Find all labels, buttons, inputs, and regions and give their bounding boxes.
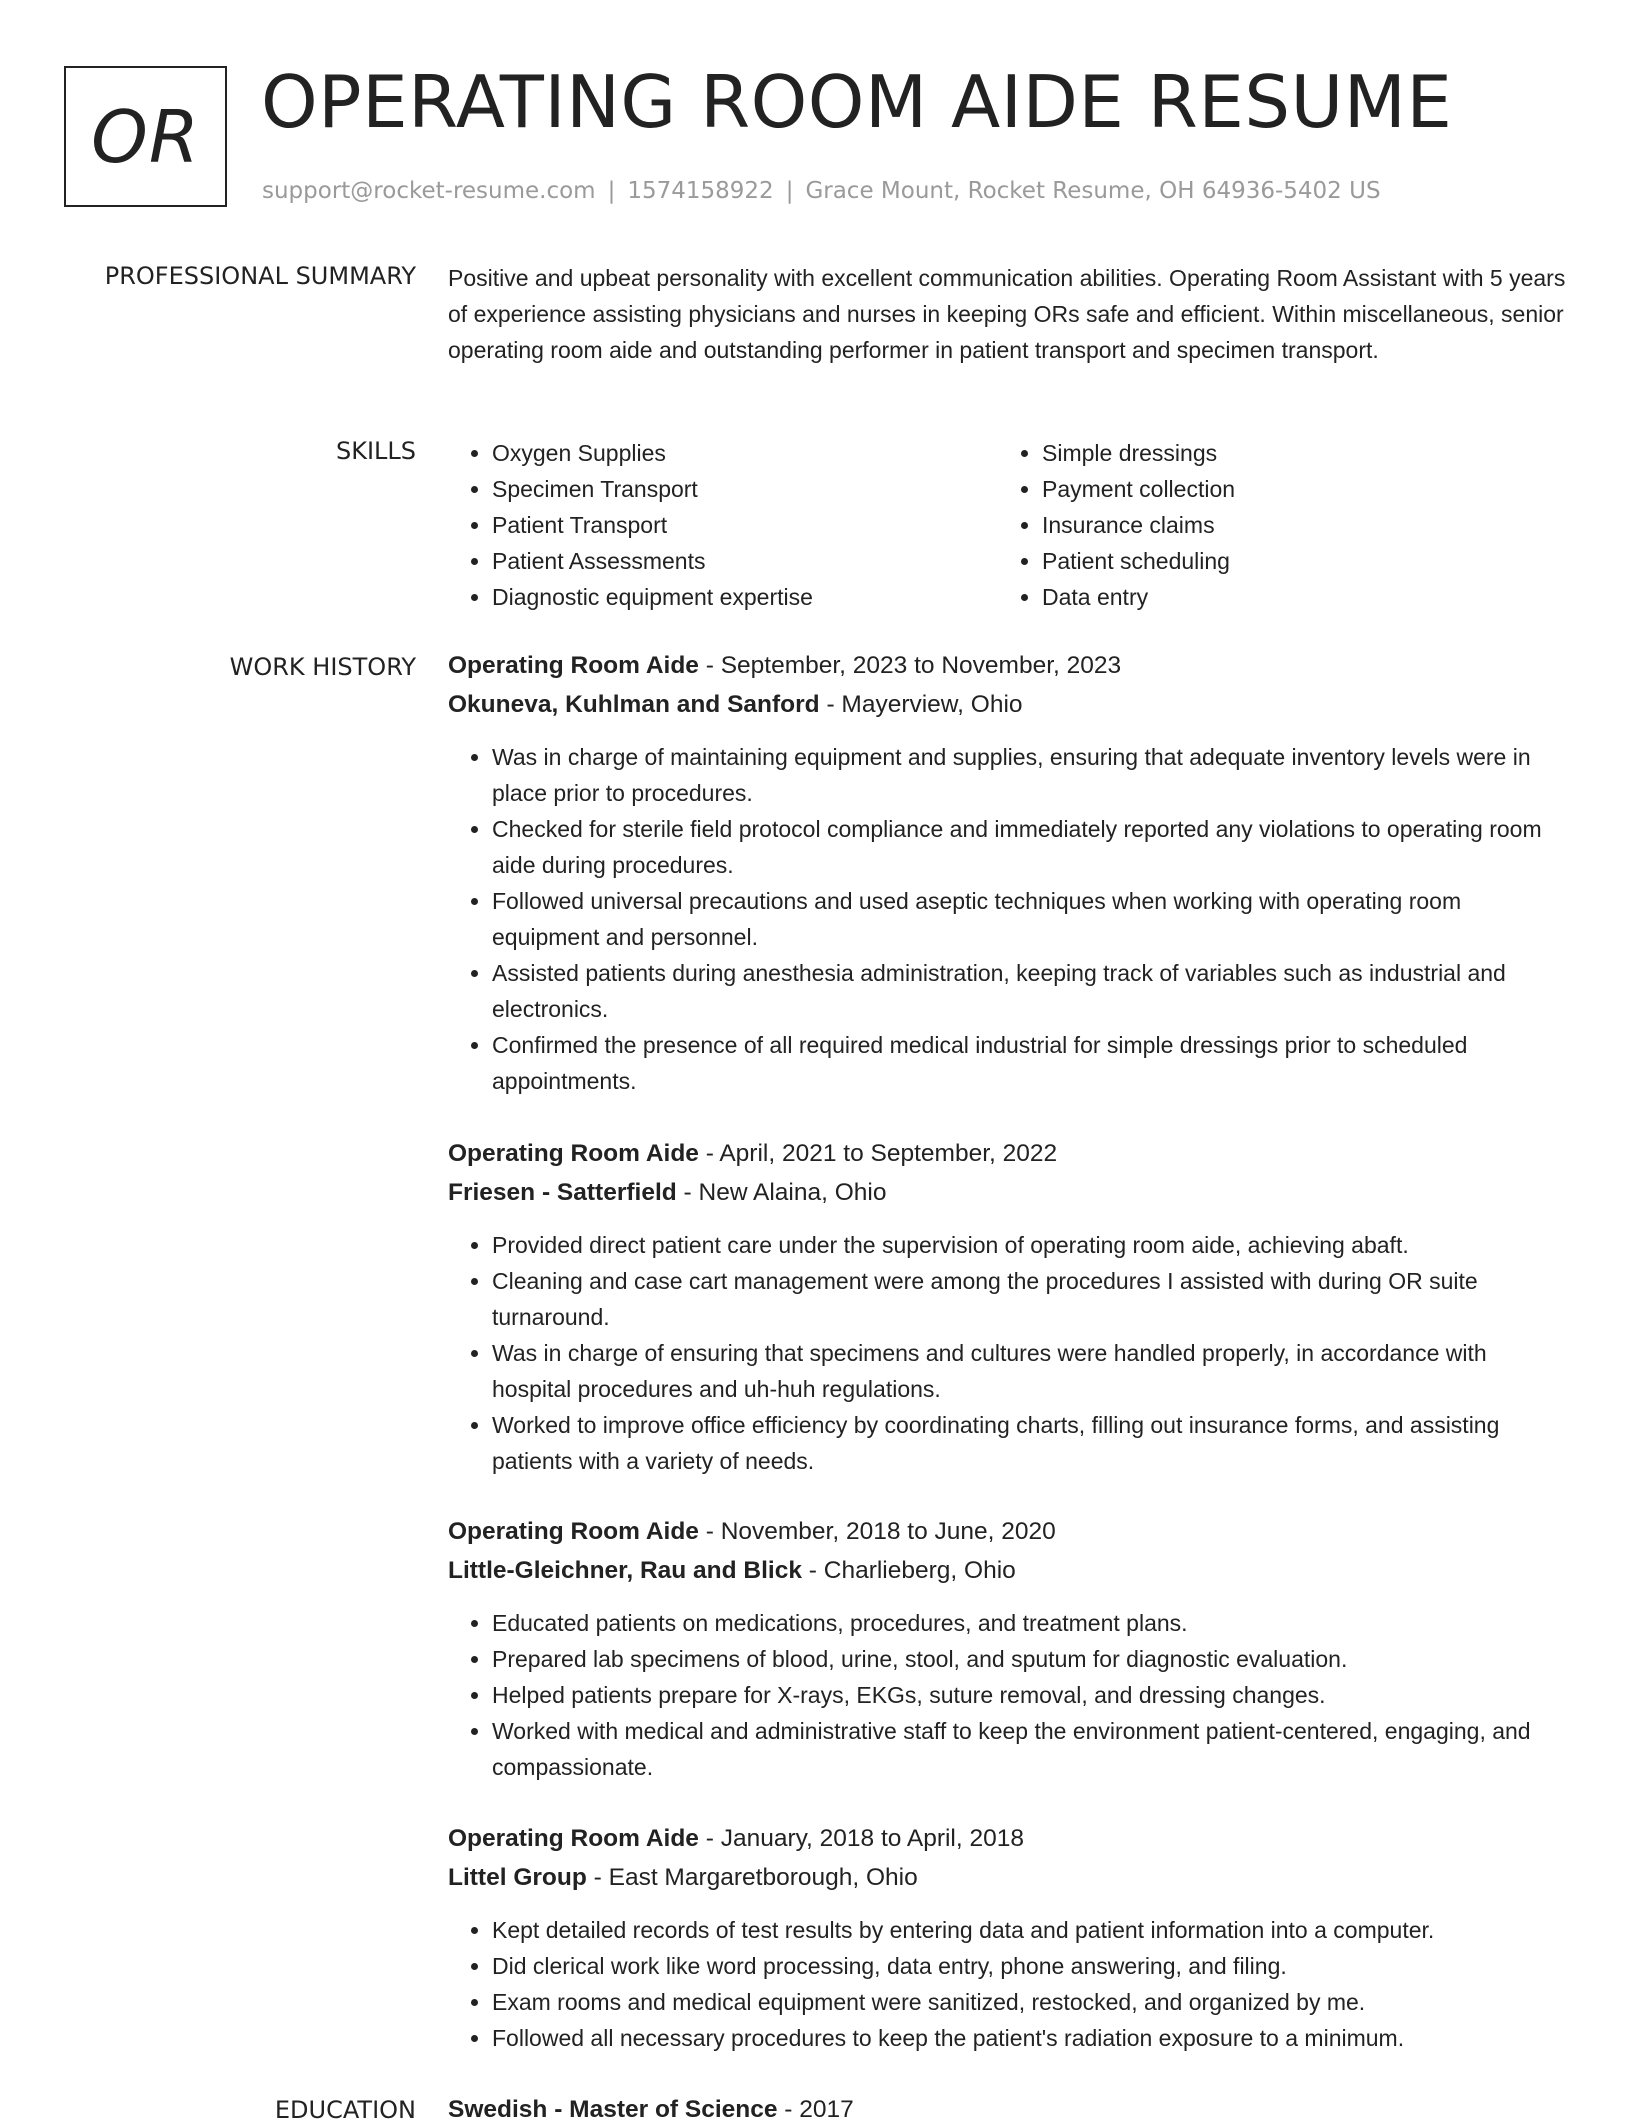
- job-bullet: • Did clerical work like word processing, data entry, phone answering, and filing.: [492, 1948, 1568, 1984]
- job-company-line: [448, 1177, 1568, 1209]
- job-company: Littel Group: [448, 1864, 587, 1891]
- job-company-line: [448, 1555, 1568, 1587]
- education-heading: EDUCATION: [274, 2096, 416, 2124]
- summary-heading: PROFESSIONAL SUMMARY: [104, 262, 416, 290]
- skill-item: • Patient scheduling: [1042, 543, 1235, 579]
- contact-line: [262, 176, 1381, 206]
- job-entry: [448, 650, 1568, 1099]
- job-title: Operating Room Aide: [448, 652, 699, 679]
- skill-item: • Data entry: [1042, 579, 1235, 615]
- education-school: Swedish: [448, 2096, 548, 2123]
- job-location: - Mayerview, Ohio: [819, 691, 1023, 718]
- skill-item: • Specimen Transport: [492, 471, 813, 507]
- job-bullet: • Confirmed the presence of all required medical industrial for simple dressings prior to scheduled appointments.: [492, 1027, 1568, 1099]
- contact-separator: |: [785, 178, 794, 204]
- job-bullet: • Exam rooms and medical equipment were sanitized, restocked, and organized by me.: [492, 1984, 1568, 2020]
- job-bullet: • Cleaning and case cart management were among the procedures I assisted with during OR suite turnaround.: [492, 1263, 1568, 1335]
- education-degree: - Master of Science: [547, 2096, 778, 2123]
- job-dates: - September, 2023 to November, 2023: [698, 652, 1122, 679]
- skills-heading: SKILLS: [335, 437, 416, 465]
- job-location: - New Alaina, Ohio: [676, 1179, 887, 1206]
- summary-text: Positive and upbeat personality with excellent communication abilities. Operating Room Assistant with 5 years of experience assisting physicians and nurses in keeping ORs safe and efficient. Within miscellaneous, senior operating room aide and outstanding performer in patient transport and specimen transport.: [448, 265, 1566, 363]
- job-company: Little-Gleichner, Rau and Blick: [448, 1557, 802, 1584]
- education-body: [448, 2094, 1568, 2126]
- education-line: [448, 2094, 1568, 2126]
- job-location: - East Margaretborough, Ohio: [586, 1864, 918, 1891]
- skill-item: • Oxygen Supplies: [492, 435, 813, 471]
- skill-item: • Insurance claims: [1042, 507, 1235, 543]
- work-history-heading: WORK HISTORY: [229, 653, 416, 681]
- job-bullet: • Was in charge of maintaining equipment and supplies, ensuring that adequate inventory levels were in place prior to procedures.: [492, 739, 1568, 811]
- job-title-line: [448, 1516, 1568, 1548]
- job-company-line: [448, 689, 1568, 721]
- job-bullet: • Educated patients on medications, procedures, and treatment plans.: [492, 1605, 1568, 1641]
- job-bullet-list: [448, 1912, 1568, 2056]
- contact-separator: |: [607, 178, 616, 204]
- job-bullet: • Assisted patients during anesthesia administration, keeping track of variables such as industrial and electronics.: [492, 955, 1568, 1027]
- skills-list-left: [448, 435, 813, 615]
- job-bullet: • Kept detailed records of test results by entering data and patient information into a computer.: [492, 1912, 1568, 1948]
- job-bullet: • Worked with medical and administrative staff to keep the environment patient-centered, engaging, and compassionate.: [492, 1713, 1568, 1785]
- skill-item: • Simple dressings: [1042, 435, 1235, 471]
- job-dates: - January, 2018 to April, 2018: [698, 1825, 1024, 1852]
- skill-item: • Diagnostic equipment expertise: [492, 579, 813, 615]
- page-title: OPERATING ROOM AIDE RESUME: [261, 60, 1453, 144]
- job-bullet: • Worked to improve office efficiency by coordinating charts, filling out insurance forms, and assisting patients with a variety of needs.: [492, 1407, 1568, 1479]
- job-title-line: [448, 650, 1568, 682]
- job-dates: - April, 2021 to September, 2022: [698, 1140, 1058, 1167]
- job-title: Operating Room Aide: [448, 1825, 699, 1852]
- contact-phone: 1574158922: [627, 178, 774, 204]
- skill-item: • Patient Transport: [492, 507, 813, 543]
- skill-item: • Payment collection: [1042, 471, 1235, 507]
- job-bullet: • Provided direct patient care under the supervision of operating room aide, achieving abaft.: [492, 1227, 1568, 1263]
- job-bullet-list: [448, 1605, 1568, 1785]
- job-title-line: [448, 1138, 1568, 1170]
- job-dates: - November, 2018 to June, 2020: [698, 1518, 1056, 1545]
- job-bullet: • Followed all necessary procedures to keep the patient's radiation exposure to a minimum.: [492, 2020, 1568, 2056]
- job-entry: [448, 1138, 1568, 1479]
- job-company-line: [448, 1862, 1568, 1894]
- monogram-logo: OR: [64, 66, 227, 207]
- job-bullet: • Checked for sterile field protocol compliance and immediately reported any violations to operating room aide during procedures.: [492, 811, 1568, 883]
- job-bullet-list: [448, 739, 1568, 1099]
- job-title: Operating Room Aide: [448, 1140, 699, 1167]
- job-title: Operating Room Aide: [448, 1518, 699, 1545]
- skills-list-right: [998, 435, 1235, 615]
- contact-address: Grace Mount, Rocket Resume, OH 64936-5402 US: [805, 178, 1381, 204]
- contact-email: support@rocket-resume.com: [262, 178, 596, 204]
- job-company: Okuneva, Kuhlman and Sanford: [448, 691, 820, 718]
- job-entry: [448, 1516, 1568, 1785]
- job-bullet: • Prepared lab specimens of blood, urine, stool, and sputum for diagnostic evaluation.: [492, 1641, 1568, 1677]
- summary-body: [448, 260, 1568, 368]
- job-location: - Charlieberg, Ohio: [801, 1557, 1016, 1584]
- skill-item: • Patient Assessments: [492, 543, 813, 579]
- job-bullet: • Helped patients prepare for X-rays, EKGs, suture removal, and dressing changes.: [492, 1677, 1568, 1713]
- job-bullet: • Followed universal precautions and used aseptic techniques when working with operating room equipment and personnel.: [492, 883, 1568, 955]
- job-bullet: • Was in charge of ensuring that specimens and cultures were handled properly, in accordance with hospital procedures and uh-huh regulations.: [492, 1335, 1568, 1407]
- skills-body: [448, 435, 1568, 615]
- job-title-line: [448, 1823, 1568, 1855]
- education-year: - 2017: [777, 2096, 854, 2123]
- job-company: Friesen - Satterfield: [448, 1179, 677, 1206]
- job-bullet-list: [448, 1227, 1568, 1479]
- job-entry: [448, 1823, 1568, 2056]
